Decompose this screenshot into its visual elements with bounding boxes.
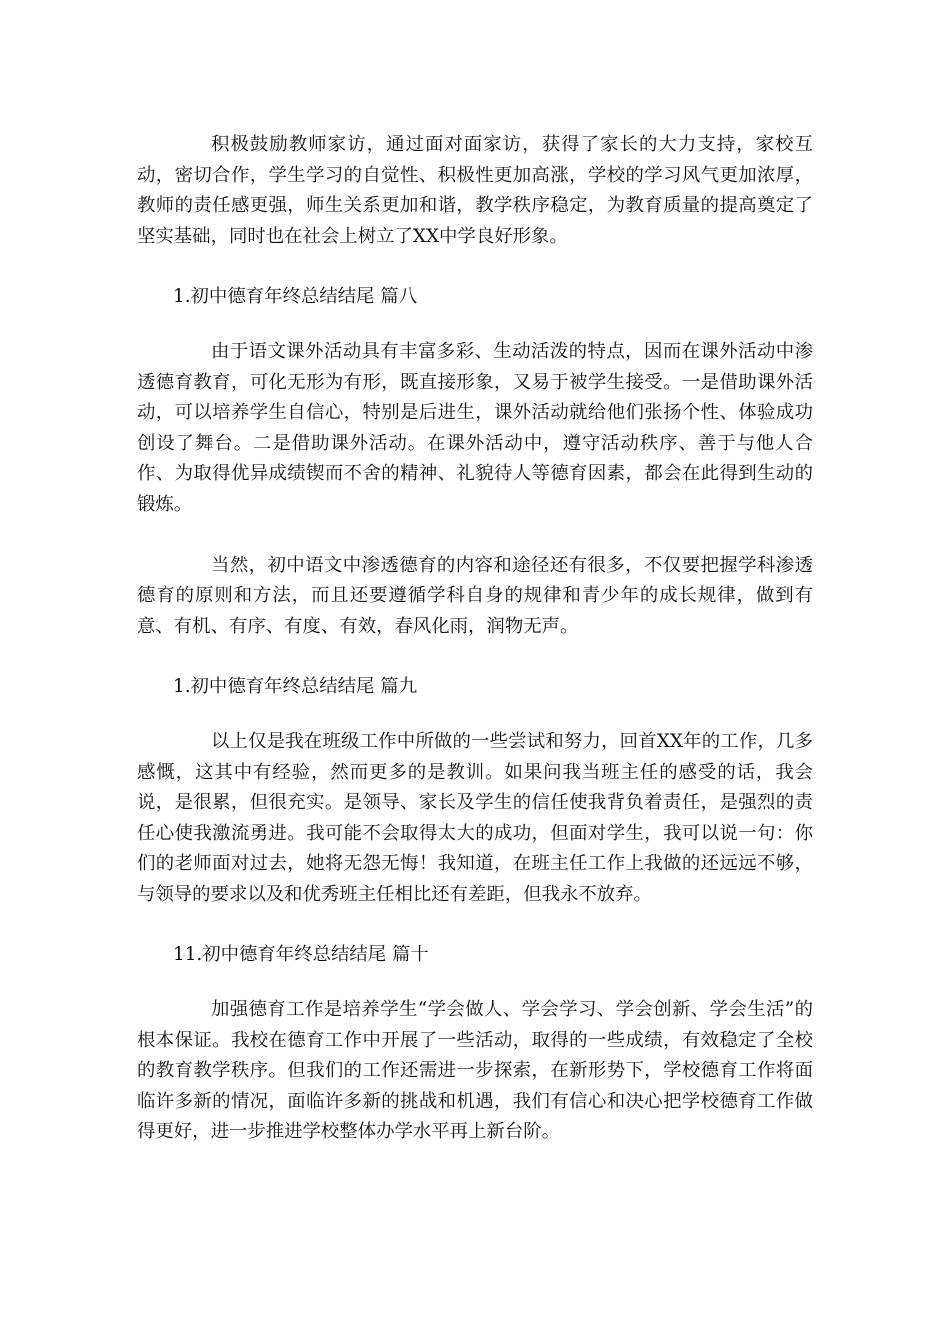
heading-part-nine: 1.初中德育年终总结结尾 篇九 [173,676,418,698]
spacer [137,910,813,940]
spacer [137,521,813,551]
heading-part-ten: 11.初中德育年终总结结尾 篇十 [173,944,429,966]
paragraph-home-visits: 积极鼓励教师家访，通过面对面家访，获得了家长的大力支持，家校互动，密切合作，学生学习的自觉性、积极性更加高涨，学校的学习风气更加浓厚，教师的责任感更强，师生关系更加和谐，教学秩序稳定，为教育质量的提高奠定了坚实基础，同时也在社会上树立了XX中学良好形象。 [137,134,813,247]
paragraph-moral-education-methods: 当然，初中语文中渗透德育的内容和途径还有很多，不仅要把握学科渗透德育的原则和方法，而且还要遵循学科自身的规律和青少年的成长规律，做到有意、有机、有序、有度、有效，春风化雨，润物无声。 [137,554,813,637]
paragraph-strengthen-moral-education: 加强德育工作是培养学生“学会做人、学会学习、学会创新、学会生活”的根本保证。我校在德育工作中开展了一些活动，取得的一些成绩，有效稳定了全校的教育教学秩序。但我们的工作还需进一步探索，在新形势下，学校德育工作将面临许多新的情况，面临许多新的挑战和机遇，我们有信心和决心把学校德育工作做得更好，进一步推进学校整体办学水平再上新台阶。 [137,999,813,1143]
spacer [137,313,813,337]
spacer [137,642,813,672]
spacer [137,703,813,727]
spacer [137,252,813,282]
paragraph-class-teacher-reflection: 以上仅是我在班级工作中所做的一些尝试和努力，回首XX年的工作，几多感慨，这其中有经验，然而更多的是教训。如果问我当班主任的感受的话，我会说，是很累，但很充实。是领导、家长及学生的信任使我背负着责任，是强烈的责任心使我激流勇进。我可能不会取得太大的成功，但面对学生，我可以说一句：你们的老师面对过去，她将无怨无悔！我知道，在班主任工作上我做的还远远不够，与领导的要求以及和优秀班主任相比还有差距，但我永不放弃。 [137,730,813,905]
document-body [137,130,813,1148]
spacer [137,971,813,995]
heading-part-eight: 1.初中德育年终总结结尾 篇八 [173,286,418,308]
paragraph-extracurricular: 由于语文课外活动具有丰富多彩、生动活泼的特点，因而在课外活动中渗透德育教育，可化无形为有形，既直接形象，又易于被学生接受。一是借助课外活动，可以培养学生自信心，特别是后进生，课外活动就给他们张扬个性、体验成功创设了舞台。二是借助课外活动。在课外活动中，遵守活动秩序、善于与他人合作、为取得优异成绩锲而不舍的精神、礼貌待人等德育因素，都会在此得到生动的锻炼。 [137,340,813,515]
